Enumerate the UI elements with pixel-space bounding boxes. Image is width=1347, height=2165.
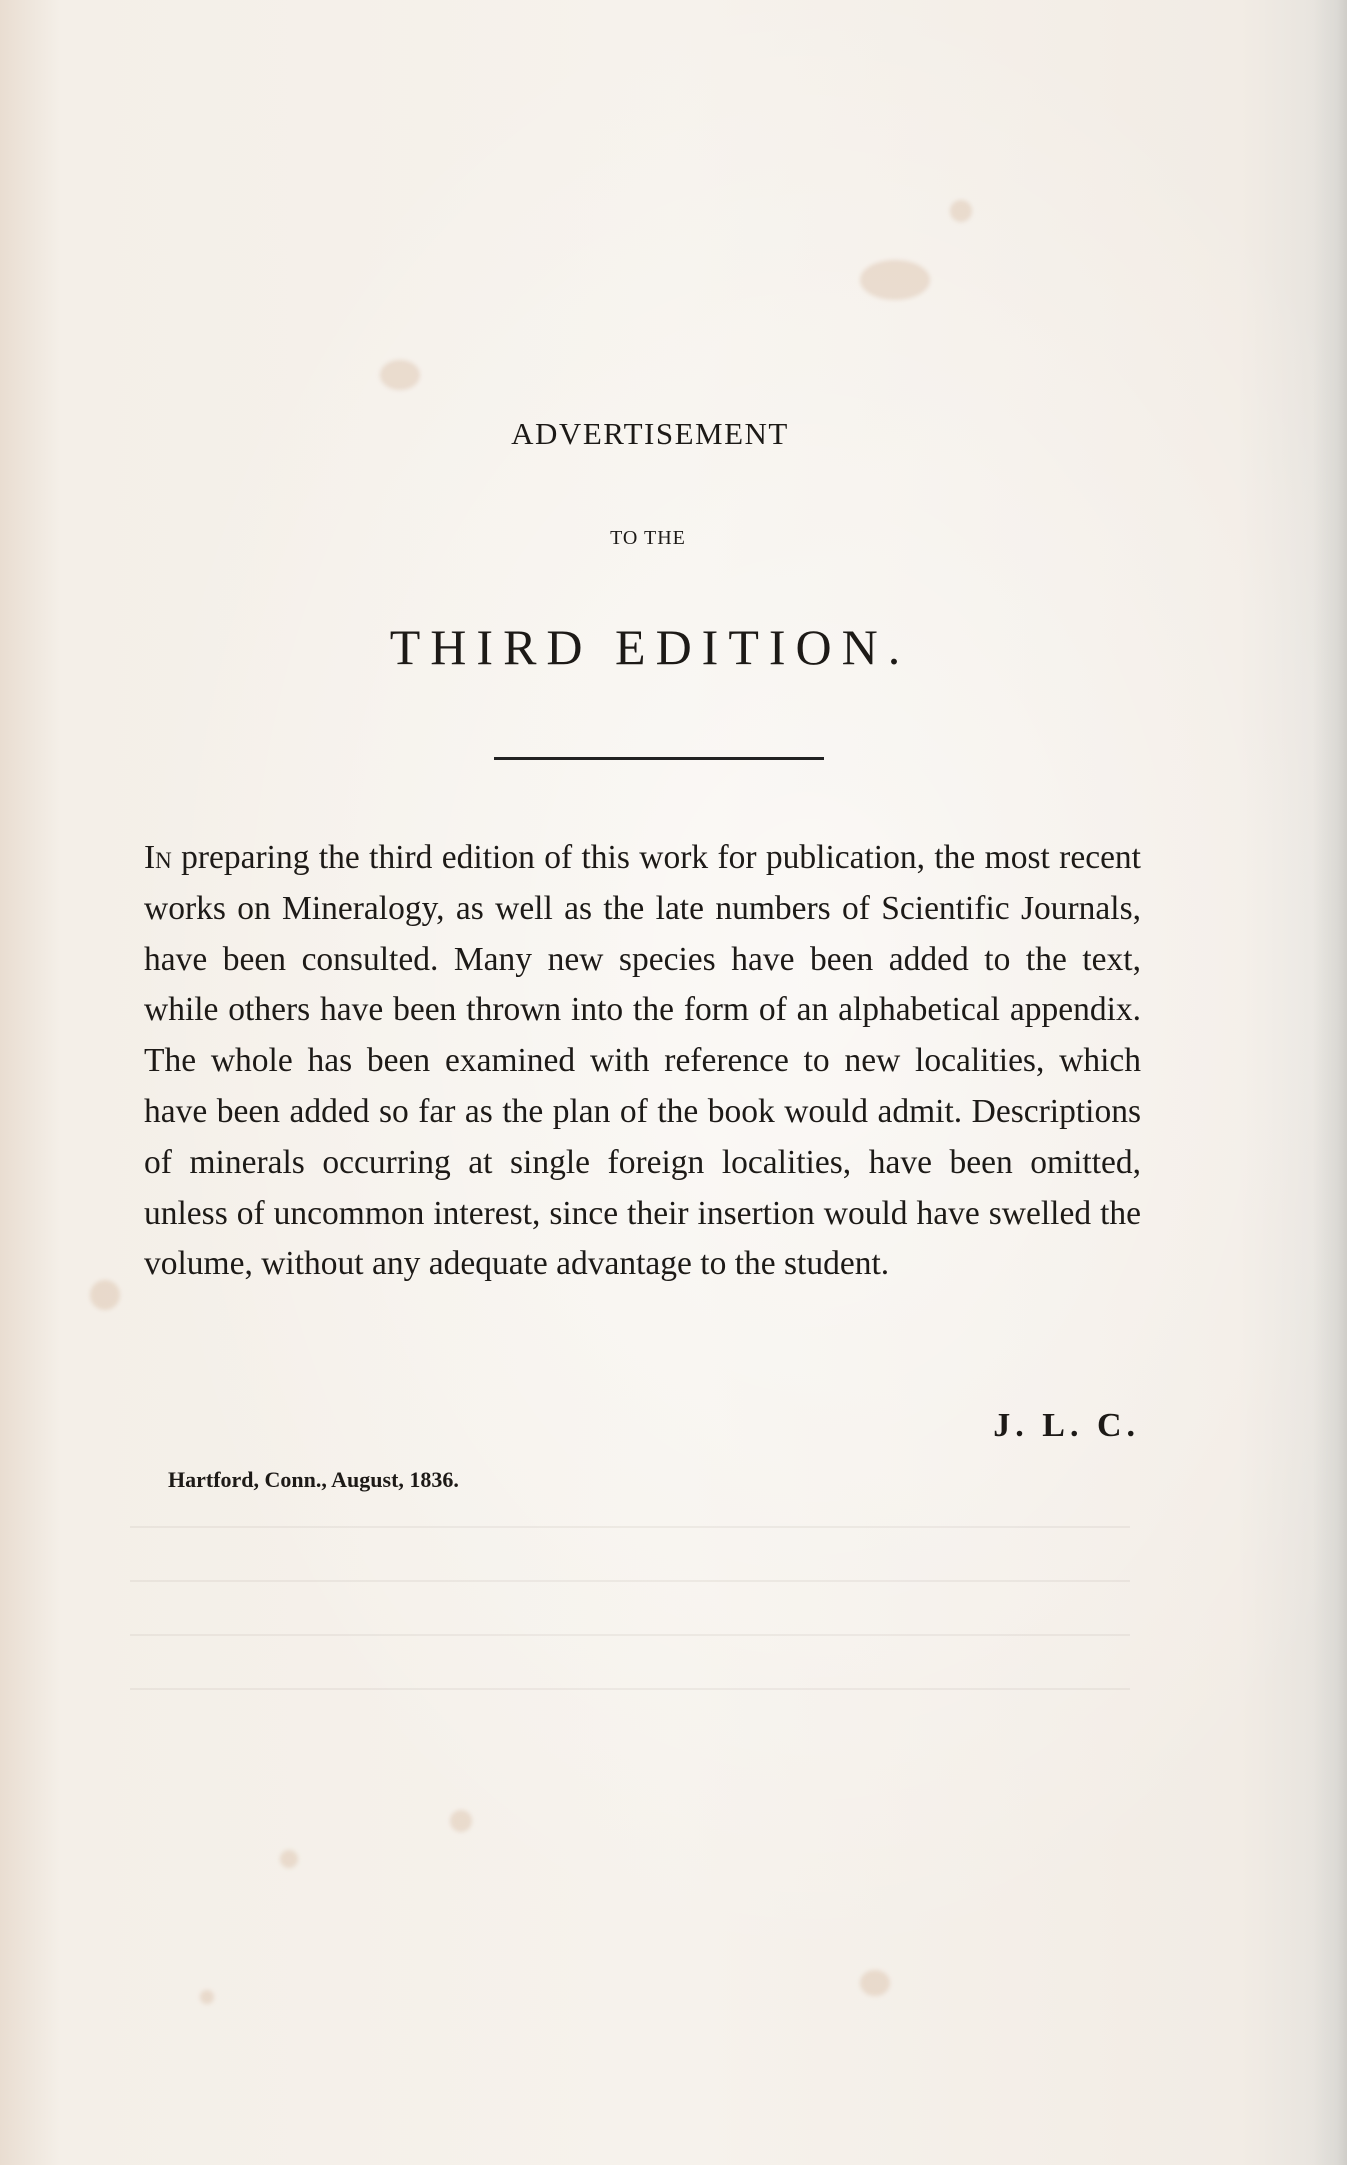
body-text: preparing the third edition of this work for publication, the most recent works on Mineralogy, as well as the late numbers of Scientific Journals, have been consulted. Many new species have been added to the text, while others have been thrown into the form of an alphabetical appendix. The whole has been examined with reference to new localities, which have been added so far as the plan of the book would admit. Descriptions of minerals occurring at single foreign localities, have been omitted, unless of uncommon interest, since their insertion would have swelled the volume, without any adequate advantage to the student. xyxy=(144,839,1141,1283)
paper-stain xyxy=(380,360,420,390)
advertisement-heading: ADVERTISEMENT xyxy=(511,416,789,451)
page-edge xyxy=(1313,0,1347,2165)
paper-stain xyxy=(90,1280,120,1310)
paper-stain xyxy=(950,200,972,222)
paper-stain xyxy=(450,1810,472,1832)
to-the-heading: TO THE xyxy=(610,527,686,549)
body-lead-word: In xyxy=(144,839,172,876)
paper-stain xyxy=(280,1850,298,1868)
edition-heading: THIRD EDITION. xyxy=(389,619,911,675)
bleed-through-text xyxy=(130,1480,1130,1710)
dateline: Hartford, Conn., August, 1836. xyxy=(168,1467,459,1492)
divider-rule xyxy=(494,757,824,760)
paper-stain xyxy=(200,1990,214,2004)
paper-stain xyxy=(860,1970,890,1996)
signature: J. L. C. xyxy=(993,1407,1140,1444)
body-paragraph xyxy=(144,833,1141,1290)
paper-stain xyxy=(860,260,930,300)
